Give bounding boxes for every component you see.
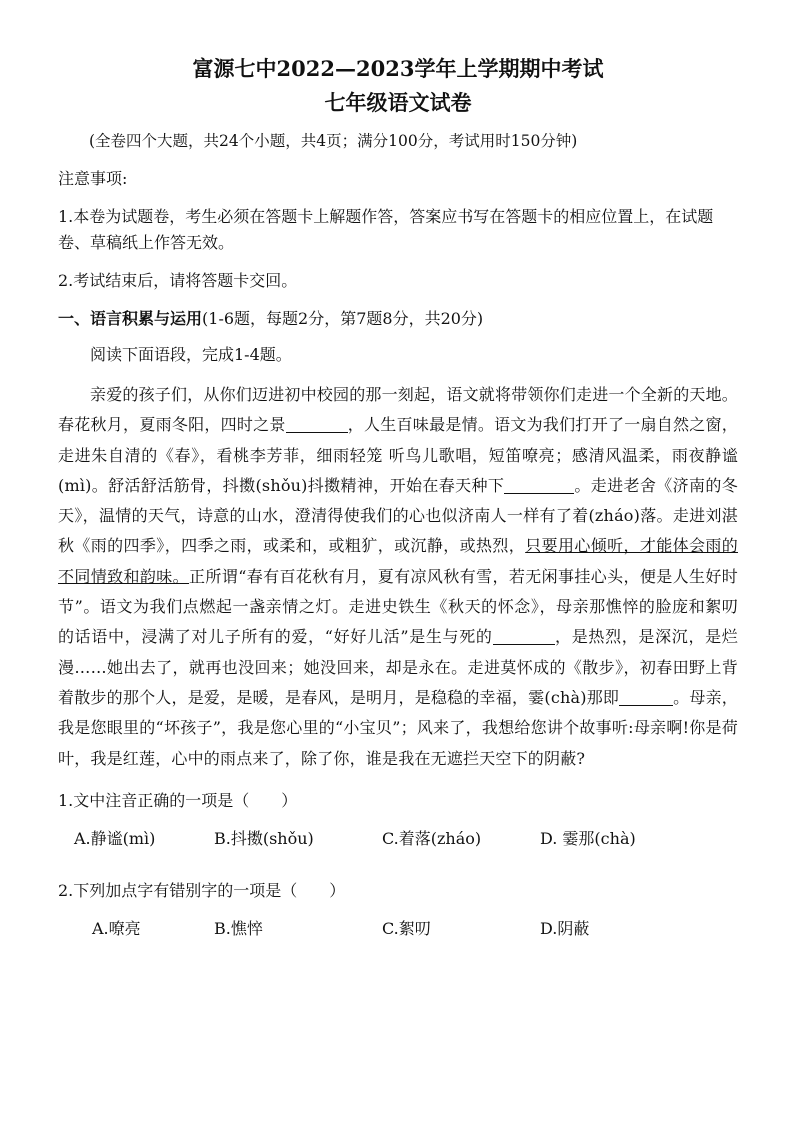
passage-part-1: 亲爱的孩子们，从你们迈进初中校园的那一刻起，语文就将带领你们走进一个全新的天地。春花秋月，夏雨冬阳，四时之景 <box>58 385 739 435</box>
passage-part-5: ，是热烈，是深沉，是烂漫……她出去了，就再也没回来；她没回来，却是永在。走进莫怀成的《散步》，初春田野上背着散步的那个人，是爱，是暖，是春风，是明月，是稳稳的幸福，霎(chà)那即 <box>58 627 738 707</box>
section-1-head: 一、语言积累与运用 <box>58 309 203 328</box>
passage-part-2: ，人生百味最是情。语文为我们打开了一扇自然之窗，走进朱自清的《春》，看桃李芳菲，细雨轻笼 听鸟儿歌唱，短笛嘹亮；感清风温柔，雨夜静谧(mì)。舒活舒活筋骨，抖擞(shǒu)抖擞精神，开始在春天种下 <box>58 415 738 495</box>
passage-part-6: 。母亲，我是您眼里的“坏孩子”，我是您心里的“小宝贝”；风来了，我想给您讲个故事听:母亲啊!你是荷叶，我是红莲，心中的雨点来了，除了你，谁是我在无遮拦天空下的阴蔽? <box>58 687 738 768</box>
q2-option-c: C.絮叨 <box>382 918 431 938</box>
exam-subtitle: 七年级语文试卷 <box>324 90 472 115</box>
notice-item-1: 1.本卷为试题卷，考生必须在答题卡上解题作答，答案应书写在答题卡的相应位置上，在试题卷、草稿纸上作答无效。 <box>58 207 714 252</box>
exam-info: (全卷四个大题，共24个小题，共4页；满分100分，考试用时150分钟) <box>89 132 578 150</box>
q2-option-a: A.嘹亮 <box>92 918 141 938</box>
passage-part-3: 。走进老舍《济南的冬天》，温情的天气，诗意的山水，澄清得使我们的心也似济南人一样有了着(zháo)落。走进刘湛秋《雨的四季》，四季之雨，或柔和，或粗犷，或沉静，或热烈， <box>58 475 738 556</box>
section-1-instruction: 阅读下面语段，完成1-4题。 <box>90 345 292 364</box>
question-2-stem: 2.下列加点字有错别字的一项是（ ） <box>58 880 346 900</box>
answer-blank-4 <box>619 687 673 706</box>
reading-passage <box>58 380 738 774</box>
question-2-options <box>58 914 738 954</box>
passage-part-4: 正所谓“春有百花秋有月，夏有凉风秋有雪，若无闲事挂心头，便是人生好时节”。语文为我们点燃起一盏亲情之灯。走进史铁生《秋天的怀念》，母亲那憔悴的脸庞和絮叨的话语中，浸满了对儿子所有的爱，“好好儿活”是生与死的 <box>58 566 738 647</box>
q2-option-d: D.阴蔽 <box>540 918 590 938</box>
exam-title: 富源七中2022—2023学年上学期期中考试 <box>192 56 604 81</box>
q2-option-b: B.憔悴 <box>214 918 263 938</box>
q1-option-d: D. 霎那(chà) <box>540 828 636 848</box>
answer-blank-3 <box>493 626 555 645</box>
question-1-options <box>58 824 738 864</box>
exam-page <box>58 52 738 954</box>
q1-option-b: B.抖擞(shǒu) <box>214 828 314 848</box>
section-1-title <box>58 306 738 332</box>
answer-blank-2 <box>504 475 574 494</box>
section-1-detail: (1-6题，每题2分，第7题8分，共20分) <box>202 309 484 328</box>
q1-option-c: C.着落(zháo) <box>382 828 482 848</box>
question-1-stem: 1.文中注音正确的一项是（ ） <box>58 790 298 810</box>
answer-blank-1 <box>286 414 348 433</box>
notice-item-2: 2.考试结束后，请将答题卡交回。 <box>58 271 298 290</box>
underlined-sentence: 只要用心倾听，才能体会雨的不同情致和韵味。 <box>58 536 738 586</box>
q1-option-a: A.静谧(mì) <box>74 828 156 848</box>
notice-label: 注意事项: <box>58 169 128 188</box>
